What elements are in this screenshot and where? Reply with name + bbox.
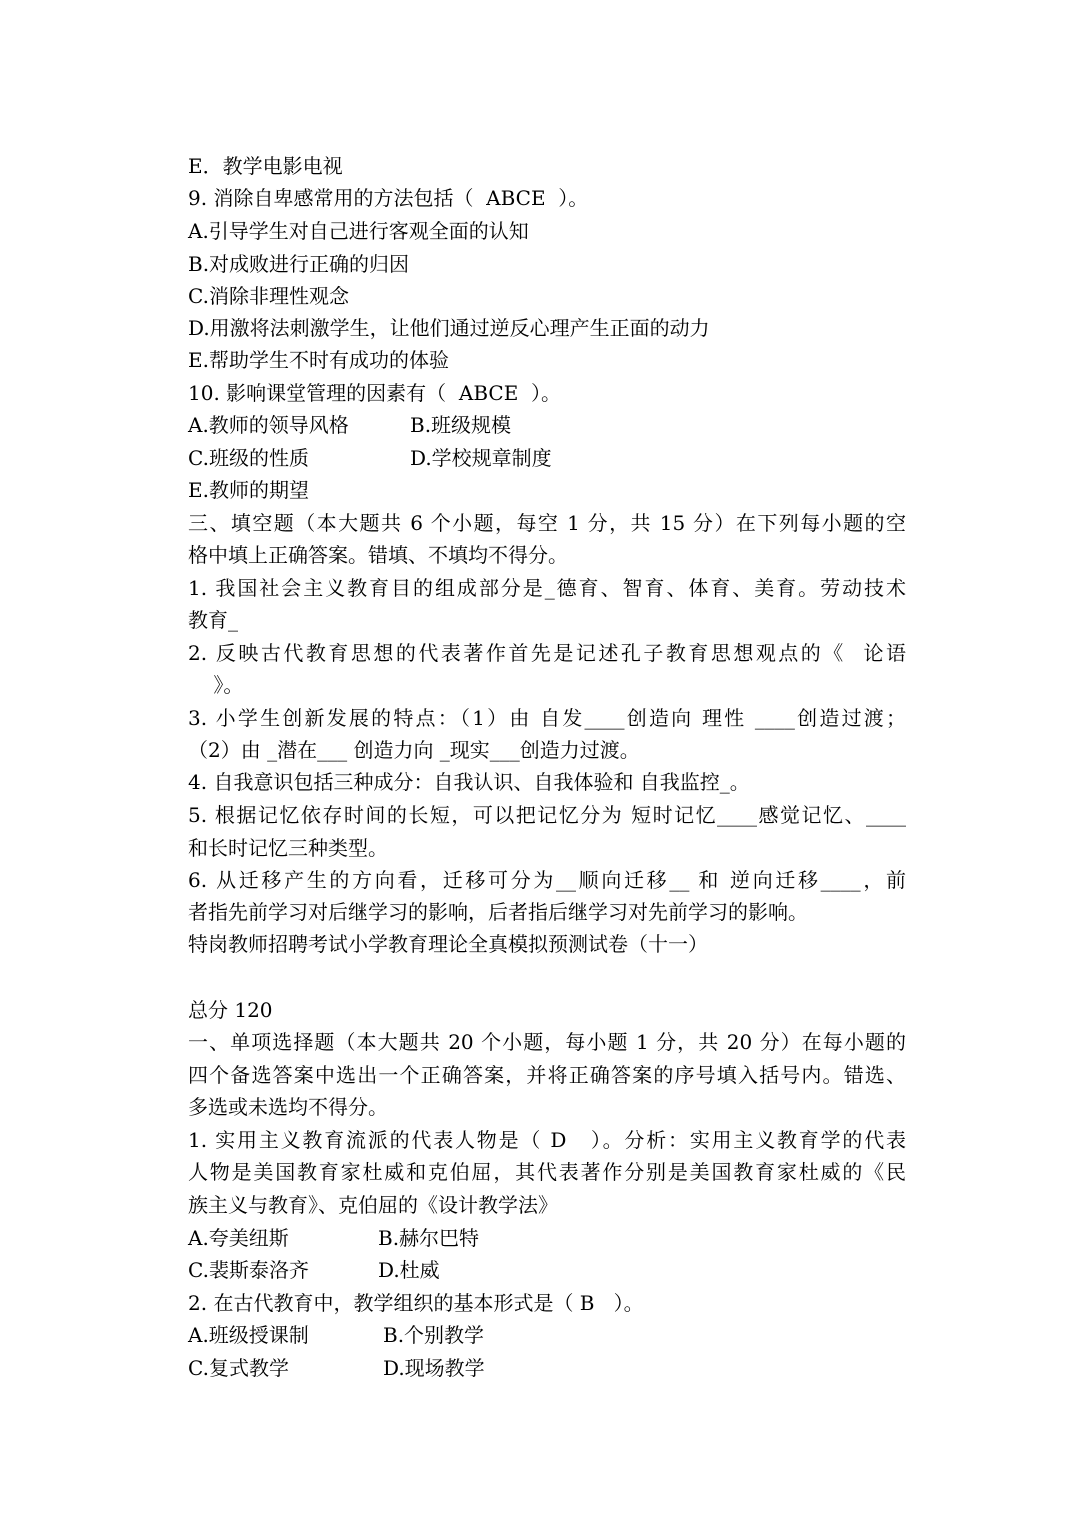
question-10: 10. 影响课堂管理的因素有（ ABCE ）。: [188, 381, 562, 405]
fill-question-3: 3. 小学生创新发展的特点：（1）由 自发____创造向 理性 ____创造过渡；: [188, 706, 906, 730]
option-9e: E.帮助学生不时有成功的体验: [188, 348, 449, 372]
fill-question-3-cont: （2）由 _潜在___ 创造力向 _现实___创造力过渡。: [188, 738, 640, 762]
fill-question-6: 6. 从迁移产生的方向看，迁移可分为__顺向迁移__ 和 逆向迁移____，前: [188, 868, 906, 892]
option-10a: A.教师的领导风格: [188, 413, 349, 437]
option-q2a: A.班级授课制: [188, 1323, 309, 1347]
fill-question-2-cont: 》。: [188, 673, 244, 697]
section-1-heading-end: 多选或未选均不得分。: [188, 1095, 388, 1119]
option-9e-prev: E．教学电影电视: [188, 154, 343, 178]
section-1-heading-cont: 四个备选答案中选出一个正确答案，并将正确答案的序号填入括号内。错选、: [188, 1063, 906, 1087]
choice-question-1: 1. 实用主义教育流派的代表人物是（ D ）。分析：实用主义教育学的代表: [188, 1128, 906, 1152]
fill-question-1-cont: 教育_: [188, 608, 238, 632]
option-9d: D.用激将法刺激学生，让他们通过逆反心理产生正面的动力: [188, 316, 710, 340]
fill-question-4: 4. 自我意识包括三种成分：自我认识、自我体验和 自我监控_。: [188, 770, 750, 794]
option-q2d: D.现场教学: [383, 1356, 485, 1380]
choice-question-1-end: 族主义与教育》、克伯屈的《设计教学法》: [188, 1193, 558, 1217]
fill-question-5: 5. 根据记忆依存时间的长短，可以把记忆分为 短时记忆____感觉记忆、____: [188, 803, 906, 827]
question-9: 9. 消除自卑感常用的方法包括（ ABCE ）。: [188, 186, 589, 210]
section-3-heading-cont: 格中填上正确答案。错填、不填均不得分。: [188, 543, 568, 567]
option-9b: B.对成败进行正确的归因: [188, 252, 410, 276]
fill-question-5-cont: 和长时记忆三种类型。: [188, 836, 388, 860]
option-q1d: D.杜威: [378, 1258, 440, 1282]
fill-question-1: 1. 我国社会主义教育目的组成部分是_德育、智育、体育、美育。劳动技术: [188, 576, 906, 600]
fill-question-2: 2. 反映古代教育思想的代表著作首先是记述孔子教育思想观点的《 论语: [188, 641, 906, 665]
option-q2b: B.个别教学: [383, 1323, 485, 1347]
option-9c: C.消除非理性观念: [188, 284, 349, 308]
section-3-heading: 三、填空题（本大题共 6 个小题，每空 1 分，共 15 分）在下列每小题的空: [188, 511, 906, 535]
section-1-heading: 一、单项选择题（本大题共 20 个小题，每小题 1 分，共 20 分）在每小题的: [188, 1030, 906, 1054]
fill-question-6-cont: 者指先前学习对后继学习的影响，后者指后继学习对先前学习的影响。: [188, 900, 808, 924]
option-q1b: B.赫尔巴特: [378, 1226, 480, 1250]
total-score: 总分 120: [188, 998, 273, 1022]
option-q2c: C.复式教学: [188, 1356, 289, 1380]
exam-title: 特岗教师招聘考试小学教育理论全真模拟预测试卷（十一）: [188, 932, 708, 956]
option-10c: C.班级的性质: [188, 446, 309, 470]
option-10d: D.学校规章制度: [410, 446, 552, 470]
choice-question-1-cont: 人物是美国教育家杜威和克伯屈，其代表著作分别是美国教育家杜威的《民: [188, 1160, 906, 1184]
option-9a: A.引导学生对自己进行客观全面的认知: [188, 219, 529, 243]
choice-question-2: 2. 在古代教育中，教学组织的基本形式是（ B ）。: [188, 1291, 644, 1315]
option-10e: E.教师的期望: [188, 478, 309, 502]
option-q1a: A.夸美纽斯: [188, 1226, 289, 1250]
option-10b: B.班级规模: [410, 413, 512, 437]
option-q1c: C.裴斯泰洛齐: [188, 1258, 309, 1282]
